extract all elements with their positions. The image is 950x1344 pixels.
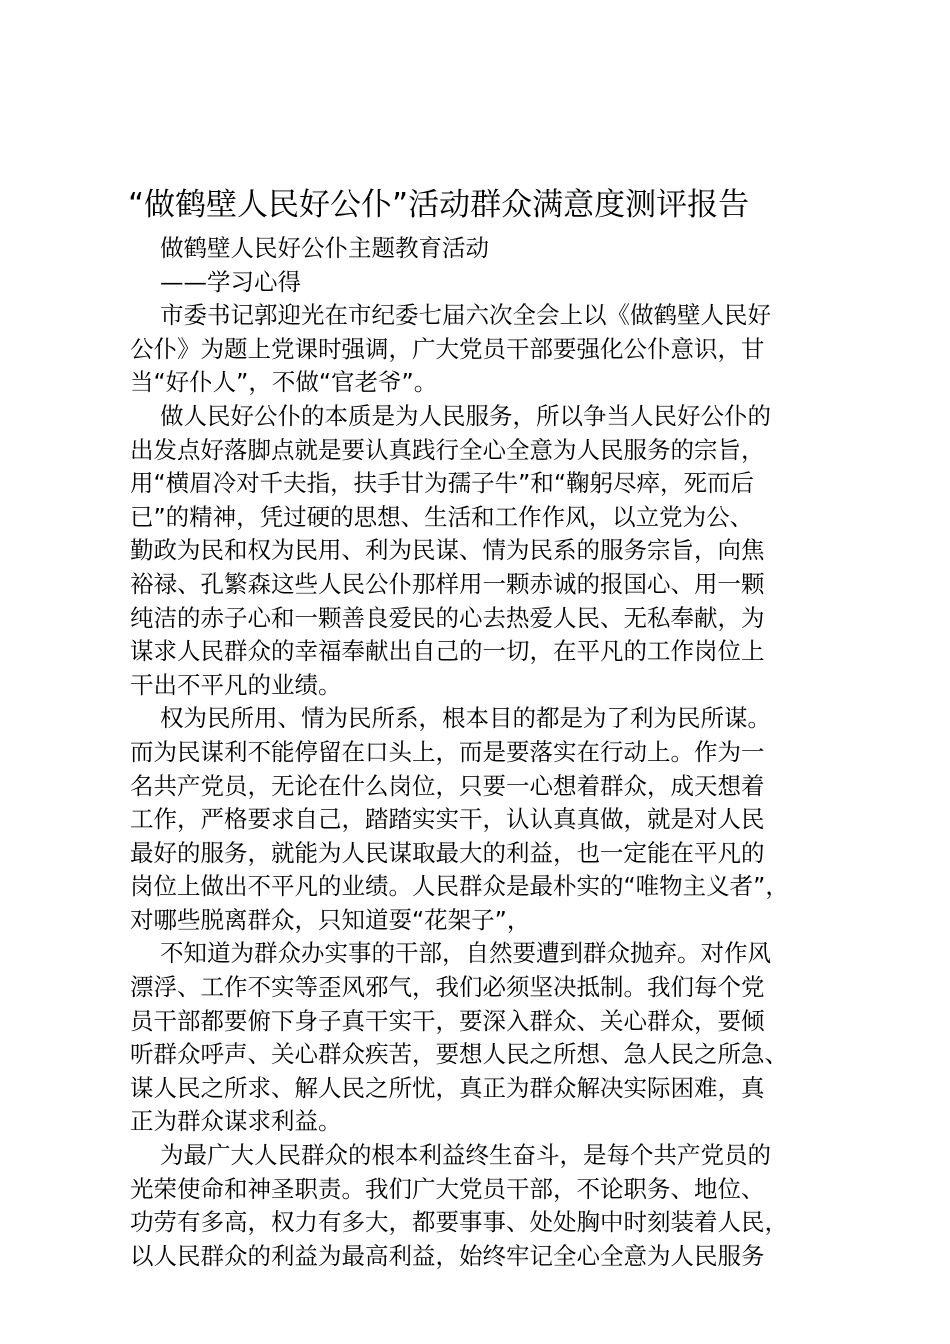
text-line: 名共产党员，无论在什么岗位，只要一心想着群众，成天想着 (130, 771, 765, 800)
text-line: 勤政为民和权为民用、利为民谋、情为民系的服务宗旨，向焦 (130, 536, 765, 565)
document-body (130, 232, 842, 1273)
text-line: 做人民好公仆的本质是为人民服务，所以争当人民好公仆的 (160, 401, 771, 430)
text-line: 干出不平凡的业绩。 (130, 670, 342, 699)
text-line: 正为群众谋求利益。 (130, 1107, 342, 1136)
text-line: 对哪些脱离群众，只知道耍“花架子”， (130, 905, 531, 934)
text-line: 做鹤壁人民好公仆主题教育活动 (160, 234, 489, 262)
text-line: 谋求人民群众的幸福奉献出自己的一切，在平凡的工作岗位上 (130, 637, 765, 666)
document-title: “做鹤壁人民好公仆”活动群众满意度测评报告 (128, 187, 750, 223)
text-line: 听群众呼声、关心群众疾苦，要想人民之所想、急人民之所急、 (130, 1040, 788, 1069)
text-line: 工作，严格要求自己，踏踏实实干，认认真真做，就是对人民 (130, 805, 765, 834)
text-line: 功劳有多高，权力有多大，都要事事、处处胸中时刻装着人民， (130, 1208, 788, 1237)
text-line: 以人民群众的利益为最高利益，始终牢记全心全意为人民服务 (130, 1241, 765, 1270)
text-line: 最好的服务，就能为人民谋取最大的利益，也一定能在平凡的 (130, 838, 765, 867)
text-line: 员干部都要俯下身子真干实干，要深入群众、关心群众，要倾 (130, 1006, 765, 1035)
text-line: 当“好仆人”，不做“官老爷”。 (130, 368, 438, 397)
text-line: 已”的精神，凭过硬的思想、生活和工作作风，以立党为公、 (130, 502, 754, 531)
text-line: 纯洁的赤子心和一颗善良爱民的心去热爱人民、无私奉献，为 (130, 603, 765, 632)
text-line: 出发点好落脚点就是要认真践行全心全意为人民服务的宗旨， (130, 435, 765, 464)
text-line: 谋人民之所求、解人民之所忧，真正为群众解决实际困难，真 (130, 1073, 765, 1102)
text-line: 裕禄、孔繁森这些人民公仆那样用一颗赤诚的报国心、用一颗 (130, 569, 765, 598)
text-line: 岗位上做出不平凡的业绩。人民群众是最朴实的“唯物主义者”， (130, 872, 789, 901)
text-line: 为最广大人民群众的根本利益终生奋斗，是每个共产党员的 (160, 1141, 771, 1170)
text-line: 公仆》为题上党课时强调，广大党员干部要强化公仆意识，甘 (130, 334, 765, 363)
text-line: 而为民谋利不能停留在口头上，而是要落实在行动上。作为一 (130, 737, 765, 766)
text-line: 漂浮、工作不实等歪风邪气，我们必须坚决抵制。我们每个党 (130, 973, 765, 1002)
text-line: 用“横眉冷对千夫指，扶手甘为孺子牛”和“鞠躬尽瘁，死而后 (130, 469, 755, 498)
text-line: 不知道为群众办实事的干部，自然要遭到群众抛弃。对作风 (160, 939, 771, 968)
text-line: ——学习心得 (160, 267, 301, 296)
text-line: 光荣使命和神圣职责。我们广大党员干部，不论职务、地位、 (130, 1174, 765, 1203)
text-line: 权为民所用、情为民所系，根本目的都是为了利为民所谋。 (160, 704, 771, 733)
text-line: 市委书记郭迎光在市纪委七届六次全会上以《做鹤壁人民好 (160, 301, 771, 330)
